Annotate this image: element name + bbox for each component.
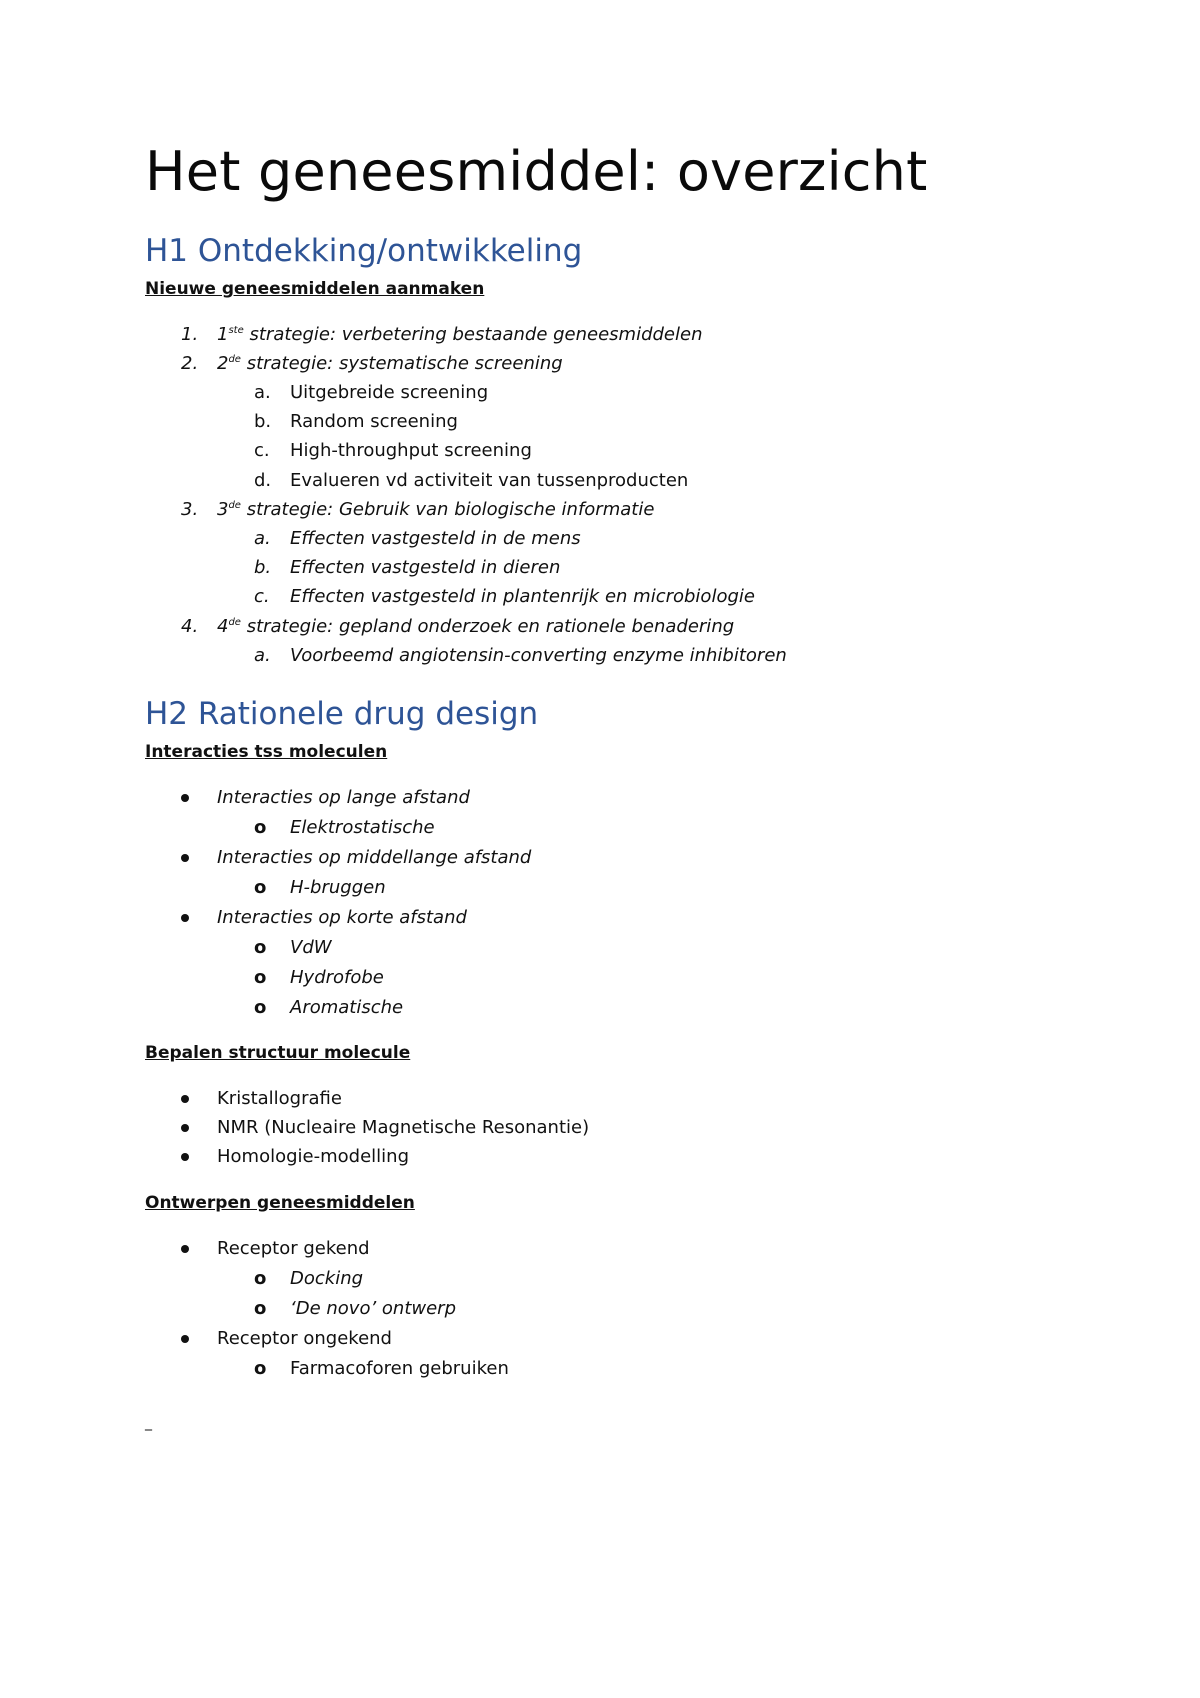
bullet-item-text: Interacties op korte afstand: [217, 907, 467, 928]
sub-list-item-text: Evalueren vd activiteit van tussenproducten: [290, 470, 689, 491]
bullet-icon: [181, 1335, 189, 1343]
bullet-icon: [181, 794, 189, 802]
sub-list-item-text: Random screening: [290, 411, 458, 432]
sub-bullet-item-text: VdW: [290, 937, 332, 958]
sub-list-item-text: High-throughput screening: [290, 440, 532, 461]
circle-bullet-icon: o: [254, 1268, 267, 1289]
bullet-icon: [181, 1124, 189, 1132]
ordinal-number: 4: [217, 616, 229, 637]
bullet-item-text: NMR (Nucleaire Magnetische Resonantie): [217, 1117, 590, 1138]
list-letter: a.: [254, 528, 271, 549]
circle-bullet-icon: o: [254, 1298, 267, 1319]
list-number: 3.: [181, 499, 199, 520]
list-letter: c.: [254, 586, 270, 607]
sub-bullet-item-text: H-bruggen: [290, 877, 386, 898]
ordinal-number: 1: [217, 324, 229, 345]
sub-list-item-text: Voorbeemd angiotensin-converting enzyme inhibitoren: [290, 645, 787, 666]
bullet-icon: [181, 1153, 189, 1161]
sub-bullet-item-text: Hydrofobe: [290, 967, 384, 988]
sub-list-item-text: Effecten vastgesteld in dieren: [290, 557, 561, 578]
list-letter: b.: [254, 557, 272, 578]
list-item-text: strategie: gepland onderzoek en rationele benadering: [246, 616, 735, 637]
bullet-item-text: Homologie-modelling: [217, 1146, 409, 1167]
sub-list-item-text: Uitgebreide screening: [290, 382, 489, 403]
list-letter: a.: [254, 645, 271, 666]
sub-bullet-item-text: Docking: [290, 1268, 364, 1289]
trailing-dash: _: [145, 1415, 152, 1431]
sub-bullet-item-text: ‘De novo’ ontwerp: [290, 1298, 457, 1319]
ordinal-suffix: de: [228, 354, 241, 365]
bullet-icon: [181, 1095, 189, 1103]
circle-bullet-icon: o: [254, 967, 267, 988]
ordinal-suffix: ste: [228, 325, 244, 336]
subheading-nieuwe-geneesmiddelen: Nieuwe geneesmiddelen aanmaken: [145, 279, 485, 299]
ordinal-suffix: de: [228, 617, 241, 628]
heading-h1: H1 Ontdekking/ontwikkeling: [145, 233, 583, 269]
sub-list-item-text: Effecten vastgesteld in de mens: [290, 528, 581, 549]
bullet-item-text: Interacties op lange afstand: [217, 787, 470, 808]
bullet-item-text: Kristallografie: [217, 1088, 342, 1109]
heading-h2: H2 Rationele drug design: [145, 696, 539, 732]
bullet-icon: [181, 914, 189, 922]
circle-bullet-icon: o: [254, 877, 267, 898]
sub-bullet-item-text: Elektrostatische: [290, 817, 435, 838]
list-letter: b.: [254, 411, 272, 432]
list-letter: d.: [254, 470, 272, 491]
subheading-ontwerpen: Ontwerpen geneesmiddelen: [145, 1193, 415, 1213]
list-number: 2.: [181, 353, 199, 374]
ordinal-number: 2: [217, 353, 229, 374]
circle-bullet-icon: o: [254, 1358, 267, 1379]
circle-bullet-icon: o: [254, 817, 267, 838]
bullet-item-text: Receptor gekend: [217, 1238, 370, 1259]
ordinal-suffix: de: [228, 500, 241, 511]
list-letter: a.: [254, 382, 271, 403]
page-title: Het geneesmiddel: overzicht: [145, 140, 928, 203]
list-number: 4.: [181, 616, 199, 637]
list-item-text: strategie: systematische screening: [246, 353, 563, 374]
bullet-icon: [181, 854, 189, 862]
sub-bullet-item-text: Aromatische: [290, 997, 404, 1018]
subheading-interacties: Interacties tss moleculen: [145, 742, 388, 762]
sub-list-item-text: Effecten vastgesteld in plantenrijk en microbiologie: [290, 586, 755, 607]
circle-bullet-icon: o: [254, 937, 267, 958]
sub-bullet-item-text: Farmacoforen gebruiken: [290, 1358, 509, 1379]
ordinal-number: 3: [217, 499, 229, 520]
list-item-text: strategie: verbetering bestaande geneesmiddelen: [249, 324, 703, 345]
bullet-icon: [181, 1245, 189, 1253]
list-item-text: strategie: Gebruik van biologische informatie: [246, 499, 655, 520]
list-letter: c.: [254, 440, 270, 461]
subheading-bepalen-structuur: Bepalen structuur molecule: [145, 1043, 411, 1063]
bullet-item-text: Interacties op middellange afstand: [217, 847, 532, 868]
circle-bullet-icon: o: [254, 997, 267, 1018]
bullet-item-text: Receptor ongekend: [217, 1328, 392, 1349]
list-number: 1.: [181, 324, 199, 345]
